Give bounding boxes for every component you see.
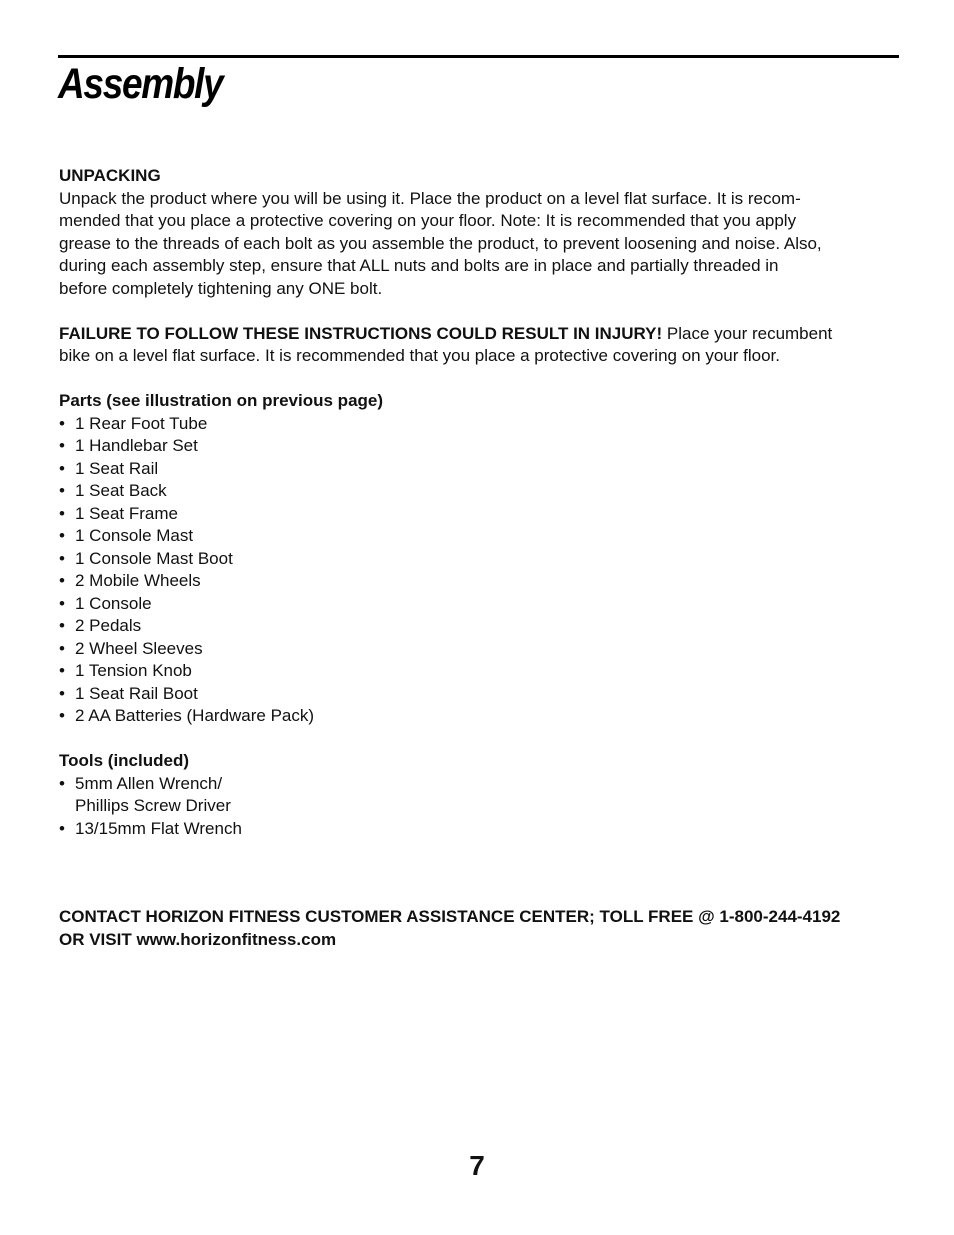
tools-list bbox=[59, 773, 895, 841]
bullet-icon: • bbox=[59, 526, 65, 545]
bullet-icon: • bbox=[59, 458, 65, 478]
bullet-icon: • bbox=[59, 593, 65, 613]
part-label: 1 Console Mast Boot bbox=[75, 548, 233, 568]
part-label: 1 Seat Rail Boot bbox=[75, 683, 198, 703]
warning-line1-rest: Place your recumbent bbox=[662, 323, 833, 343]
warning-line2: bike on a level flat surface. It is recommended that you place a protective covering on your floor. bbox=[59, 346, 780, 365]
bullet-icon: • bbox=[59, 481, 65, 500]
unpacking-line: grease to the threads of each bolt as you assemble the product, to prevent loosening and noise. Also, bbox=[59, 233, 822, 253]
part-label: 2 Pedals bbox=[75, 616, 142, 635]
page-number: 7 bbox=[469, 1150, 485, 1181]
part-label: 1 Seat Back bbox=[75, 481, 167, 500]
bullet-icon: • bbox=[59, 661, 65, 680]
parts-list-item bbox=[59, 458, 895, 481]
parts-list-item bbox=[59, 593, 895, 616]
tool-label-continued: Phillips Screw Driver bbox=[75, 796, 231, 815]
part-label: 1 Tension Knob bbox=[75, 661, 192, 680]
parts-list-item bbox=[59, 660, 895, 683]
tools-section bbox=[59, 750, 895, 840]
part-label: 1 Handlebar Set bbox=[75, 436, 198, 455]
warning-bold: FAILURE TO FOLLOW THESE INSTRUCTIONS COULD RESULT IN INJURY! bbox=[59, 323, 663, 343]
warning-section bbox=[59, 323, 895, 368]
tools-heading: Tools (included) bbox=[59, 751, 190, 770]
part-label: 1 Console bbox=[75, 593, 152, 613]
bullet-icon: • bbox=[59, 683, 65, 703]
tools-list-item bbox=[59, 773, 895, 818]
bullet-icon: • bbox=[59, 436, 65, 455]
part-label: 2 Wheel Sleeves bbox=[75, 638, 203, 658]
tool-label: 13/15mm Flat Wrench bbox=[75, 818, 242, 838]
parts-list-item bbox=[59, 503, 895, 526]
part-label: 2 Mobile Wheels bbox=[75, 571, 201, 590]
parts-list-item bbox=[59, 638, 895, 661]
parts-list-item bbox=[59, 615, 895, 638]
parts-list-item bbox=[59, 548, 895, 571]
contact-info bbox=[59, 906, 919, 951]
bullet-icon: • bbox=[59, 818, 65, 838]
parts-list-item bbox=[59, 435, 895, 458]
bullet-icon: • bbox=[59, 571, 65, 590]
warning-text bbox=[59, 323, 895, 368]
page-title: Assembly bbox=[58, 60, 223, 108]
unpacking-text bbox=[59, 188, 895, 301]
unpacking-line: mended that you place a protective covering on your floor. Note: It is recommended that you apply bbox=[59, 211, 797, 230]
contact-line-2: OR VISIT www.horizonfitness.com bbox=[59, 929, 337, 949]
parts-list-item bbox=[59, 525, 895, 548]
parts-list-item bbox=[59, 683, 895, 706]
bullet-icon: • bbox=[59, 503, 65, 523]
contact-line-1: CONTACT HORIZON FITNESS CUSTOMER ASSISTANCE CENTER; TOLL FREE @ 1-800-244-4192 bbox=[59, 907, 841, 926]
main-content bbox=[59, 165, 895, 840]
tool-label: 5mm Allen Wrench/ bbox=[75, 773, 223, 793]
parts-list-item bbox=[59, 413, 895, 436]
parts-section bbox=[59, 390, 895, 728]
part-label: 1 Seat Frame bbox=[75, 503, 178, 523]
unpacking-line: before completely tightening any ONE bolt. bbox=[59, 278, 383, 298]
bullet-icon: • bbox=[59, 548, 65, 568]
bullet-icon: • bbox=[59, 413, 65, 433]
unpacking-section bbox=[59, 165, 895, 300]
parts-list-item bbox=[59, 570, 895, 593]
unpacking-line: Unpack the product where you will be using it. Place the product on a level flat surface. It is recom- bbox=[59, 188, 801, 208]
bullet-icon: • bbox=[59, 706, 65, 725]
unpacking-line: during each assembly step, ensure that ALL nuts and bolts are in place and partially threaded in bbox=[59, 256, 779, 275]
part-label: 1 Console Mast bbox=[75, 526, 194, 545]
bullet-icon: • bbox=[59, 773, 65, 793]
part-label: 1 Seat Rail bbox=[75, 458, 159, 478]
part-label: 1 Rear Foot Tube bbox=[75, 413, 208, 433]
parts-list bbox=[59, 413, 895, 728]
bullet-icon: • bbox=[59, 638, 65, 658]
bullet-icon: • bbox=[59, 616, 65, 635]
unpacking-heading: UNPACKING bbox=[59, 166, 161, 185]
part-label: 2 AA Batteries (Hardware Pack) bbox=[75, 706, 315, 725]
tools-list-item bbox=[59, 818, 895, 841]
parts-heading: Parts (see illustration on previous page) bbox=[59, 391, 384, 410]
parts-list-item bbox=[59, 480, 895, 503]
parts-list-item bbox=[59, 705, 895, 728]
